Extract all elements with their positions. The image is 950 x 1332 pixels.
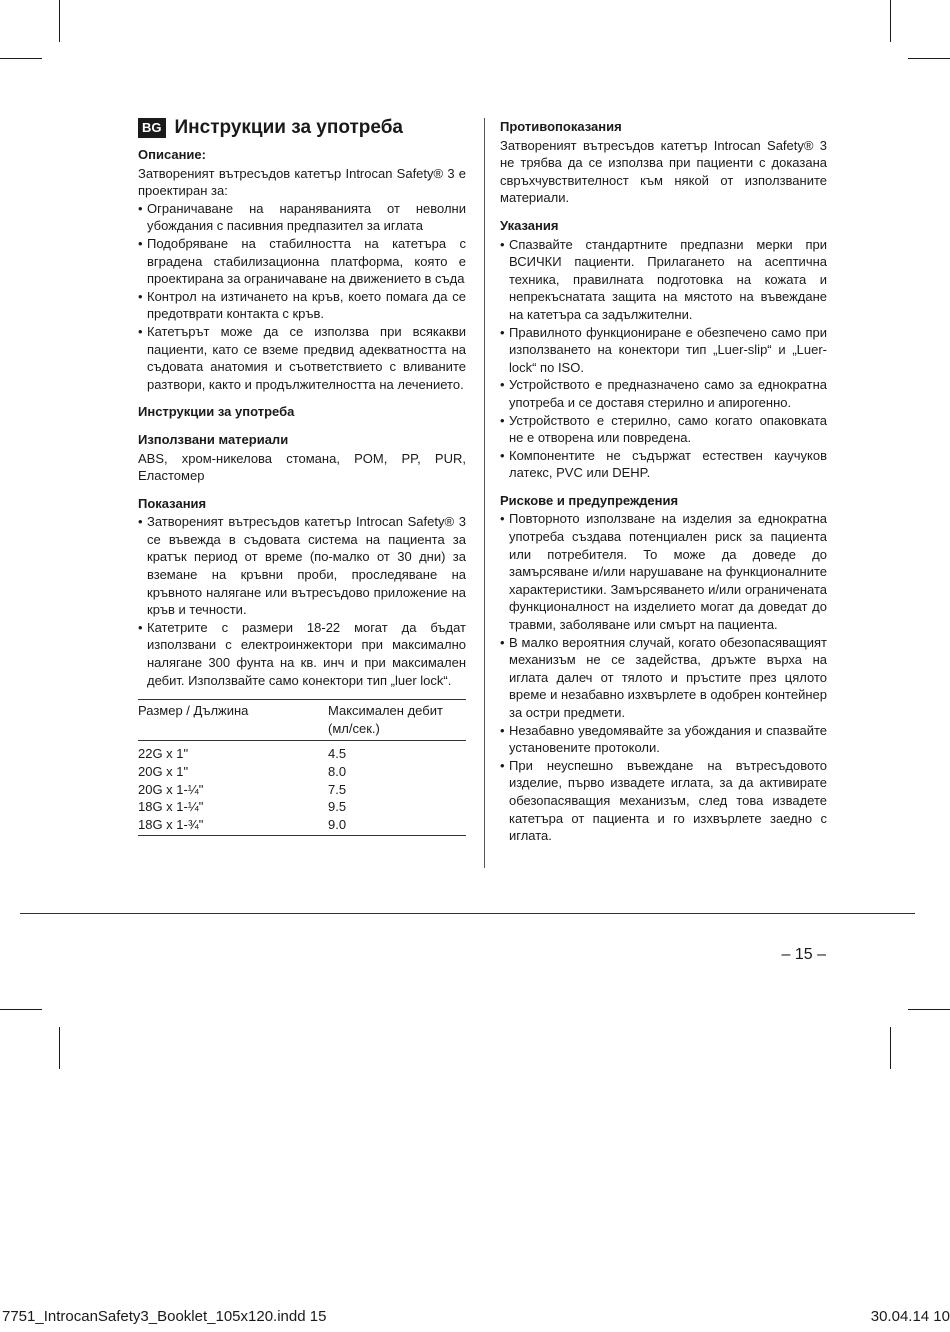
list-item: • В малко вероятния случай, когато обезопасяващият механизъм не се задейства, дръжте върха на иглата далеч от тялото и пръстите през цялото време и незабавно изхвърлете в одобрен контейнер за остри предмети. xyxy=(500,634,827,722)
description-text: Затвореният вътресъдов катетър Introcan Safety® 3 е проектиран за: xyxy=(138,165,466,199)
materials-text: ABS, хром-никелова стомана, POM, PP, PUR, Еластомер xyxy=(138,450,466,484)
risks-list xyxy=(500,510,827,844)
table-cell-flow: 7.5 xyxy=(328,781,347,797)
crop-mark xyxy=(59,0,60,42)
risks-heading: Рискове и предупреждения xyxy=(500,492,679,508)
table-row xyxy=(138,741,466,763)
column-divider xyxy=(484,118,485,868)
list-item: • Ограничаване на нараняванията от неволни убождания с пасивния предпазител за иглата xyxy=(138,200,466,235)
table-cell-size: 18G x 1-¾" xyxy=(138,816,328,836)
description-list xyxy=(138,200,466,394)
crop-mark xyxy=(908,58,950,59)
list-item: • Устройството е предназначено само за еднократна употреба и се доставя стерилно и апирогенно. xyxy=(500,376,827,411)
crop-mark xyxy=(59,1027,60,1069)
language-badge: BG xyxy=(138,118,166,138)
list-item: • Правилното функциониране е обезпечено само при използването на конектори тип „Luer-slip“ и „Luer-lock“ по ISO. xyxy=(500,324,827,377)
table-cell-size: 20G x 1-¼" xyxy=(138,781,204,797)
notes-heading: Указания xyxy=(500,217,559,233)
table-cell-flow: 4.5 xyxy=(328,746,347,762)
table-cell-size: 22G x 1" xyxy=(138,746,189,762)
table-cell-flow: 9.5 xyxy=(328,799,347,815)
contraindications-text: Затвореният вътресъдов катетър Introcan Safety® 3 не трябва да се използва при пациенти с доказана свръхчувствителност към някой от използваните материали. xyxy=(500,137,827,206)
crop-mark xyxy=(0,58,42,59)
list-item: • Незабавно уведомявайте за убождания и спазвайте установените протоколи. xyxy=(500,722,827,757)
table-cell-size: 20G x 1" xyxy=(138,764,189,779)
list-item: • Устройството е стерилно, само когато опаковката не е отворена или повредена. xyxy=(500,412,827,447)
crop-mark xyxy=(908,1009,950,1010)
table-cell-flow: 8.0 xyxy=(328,764,347,779)
table-row xyxy=(138,816,466,836)
list-item: • Затвореният вътресъдов катетър Introcan Safety® 3 се въвежда в съдовата система на пациента за кратък период от време (по-малко от 30 дни) за вземане на кръвни проби, проследяване на кръвното налягане или вътресъдово приложение на кръв и течности. xyxy=(138,513,466,619)
right-column xyxy=(500,118,827,845)
footer-date-info: 30.04.14 10 xyxy=(870,1308,950,1325)
instructions-heading: Инструкции за употреба xyxy=(138,404,295,420)
bottom-rule xyxy=(20,913,915,914)
list-item: • Компонентите не съдържат естествен каучуков латекс, PVC или DEHP. xyxy=(500,447,827,482)
table-row xyxy=(138,781,466,799)
materials-heading: Използвани материали xyxy=(138,431,289,447)
indications-heading: Показания xyxy=(138,495,207,511)
table-header-flow: Максимален дебит (мл/сек.) xyxy=(328,700,466,741)
list-item: • Спазвайте стандартните предпазни мерки при ВСИЧКИ пациенти. Прилагането на асептична техника, правилната подготовка на кожата и непрекъснатата защита на мястото на въвеждане на катетъра са задължителни. xyxy=(500,236,827,324)
crop-mark xyxy=(890,1027,891,1069)
list-item: • Контрол на изтичането на кръв, което помага да се предотврати контакта с кръв. xyxy=(138,288,466,323)
page-number: – 15 – xyxy=(781,946,826,963)
flow-rate-table xyxy=(138,699,466,836)
title-row xyxy=(138,118,466,138)
table-cell-size: 18G x 1-¼" xyxy=(138,799,204,815)
table-row xyxy=(138,798,466,816)
list-item: • Подобряване на стабилността на катетъра с вградена стабилизационна платформа, която е проектирана за ограничаване на движението в съда xyxy=(138,235,466,288)
list-item: • Повторното използване на изделия за еднократна употреба създава потенциален риск за пациента или потребителя. То може да доведе до замърсяване и/или нарушаване на функционалните характеристики. Замърсяването и/или ограничената функционалност на изделието могат да доведат до травми, заболяване или смърт на пациента. xyxy=(500,510,827,633)
left-column xyxy=(138,118,466,836)
table-header-size: Размер / Дължина xyxy=(138,700,328,741)
table-header-row xyxy=(138,700,466,741)
table-row xyxy=(138,763,466,781)
crop-mark xyxy=(890,0,891,42)
list-item: • При неуспешно въвеждане на вътресъдовото изделие, първо извадете иглата, за да активирате обезопасяващия механизъм, след това извадете катетъра от пациента и го изхвърлете заедно с иглата. xyxy=(500,757,827,845)
notes-list xyxy=(500,236,827,482)
crop-mark xyxy=(0,1009,42,1010)
description-heading: Описание: xyxy=(138,147,206,162)
table-cell-flow: 9.0 xyxy=(328,816,466,836)
page-title: Инструкции за употреба xyxy=(174,117,404,139)
contraindications-heading: Противопоказания xyxy=(500,119,622,134)
footer-file-info: 7751_IntrocanSafety3_Booklet_105x120.indd 15 xyxy=(2,1308,327,1325)
list-item: • Катетърът може да се използва при всякакви пациенти, като се вземе предвид адекватността на съдовата анатомия и съответствието с вливаните разтвори, както и продължителността на лечението. xyxy=(138,323,466,393)
list-item: • Катетрите с размери 18-22 могат да бъдат използвани с електроинжектори при максимално налягане 300 фунта на кв. инч и при максимален дебит. Използвайте само конектори тип „luer lock“. xyxy=(138,619,466,689)
indications-list xyxy=(138,513,466,689)
